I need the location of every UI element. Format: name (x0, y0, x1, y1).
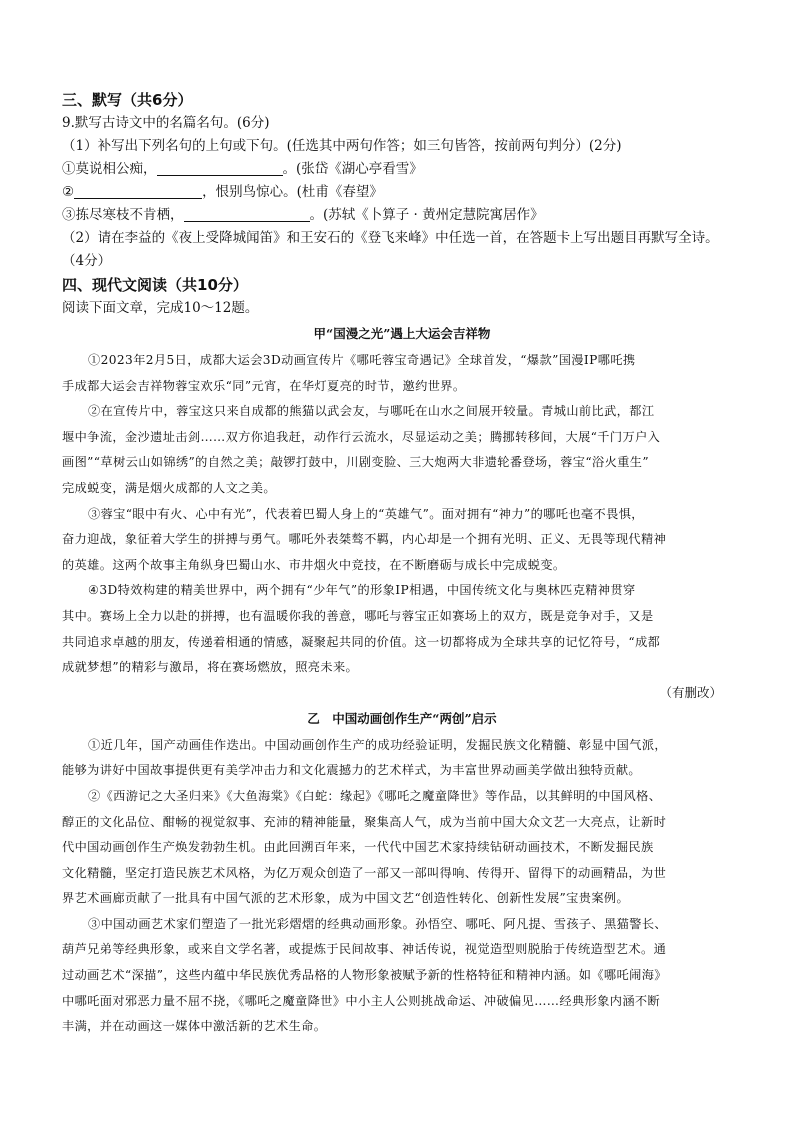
article-b-line: 中哪吒面对邪恶力量不屈不挠，《哪吒之魔童降世》中小主人公则挑战命运、冲破偏见……经典形象内涵不断 (62, 993, 661, 1008)
article-b-line: 丰满，并在动画这一媒体中激活新的艺术生命。 (62, 1019, 327, 1034)
article-a-line: 手成都大运会吉祥物蓉宝欢乐“同”元宵，在华灯夏亮的时节，邀约世界。 (62, 378, 466, 393)
answer-blank-2[interactable] (74, 183, 202, 199)
article-a-line: 其中。赛场上全力以赴的拼搏，也有温暖你我的善意，哪吒与蓉宝正如赛场上的双方，既是竞争对手，又是 (62, 608, 654, 623)
fill-item-3 (62, 204, 742, 227)
fill-item-3-prompt: ③拣尽寒枝不肯栖， (62, 207, 184, 223)
article-b-line: 过动画艺术“深描”，这些内蕴中华民族优秀品格的人物形象被赋予新的性格特征和精神内涵。如《哪吒闹海》 (62, 968, 667, 983)
article-a-line: 堰中争流，金沙遗址击剑……双方你追我赶，动作行云流水，尽显运动之美；腾挪转移间，大展“千门万户入 (62, 429, 661, 444)
fill-item-2-source: ，恨别鸟惊心。(杜甫《春望》 (202, 184, 383, 200)
article-a-line: 奋力迎战，象征着大学生的拼搏与勇气。哪吒外表桀骜不羁，内心却是一个拥有光明、正义、无畏等现代精神 (62, 532, 667, 547)
article-b-body (62, 733, 742, 1040)
article-b-line: 文化精髓，坚定打造民族艺术风格，为亿万观众创造了一部又一部叫得响、传得开、留得下的动画精品，为世 (62, 865, 667, 880)
article-b-title: 乙 中国动画创作生产“两创”启示 (307, 710, 497, 726)
article-a-line: 画图”“草树云山如锦绣”的自然之美；敲锣打鼓中，川剧变脸、三大炮两大非遗轮番登场，蓉宝“浴火重生” (62, 455, 650, 470)
article-b-line: 醇正的文化品位、酣畅的视觉叙事、充沛的精神能量，聚集高人气，成为当前中国大众文艺一大亮点，让新时 (62, 814, 667, 829)
reading-instruction: 阅读下面文章，完成10～12题。 (62, 300, 259, 316)
article-a-body (62, 348, 742, 681)
fill-item-1-prompt: ①莫说相公痴， (62, 161, 157, 177)
question-9: 9.默写古诗文中的名篇名句。(6分) (62, 115, 270, 131)
article-a-line: 完成蜕变，满是烟火成都的人文之美。 (62, 480, 276, 495)
section-3-heading: 三、默写（共6分） (62, 91, 193, 109)
article-a-note: （有删改） (659, 684, 722, 700)
article-a-line: 共同追求卓越的朋友，传递着相通的情感，凝聚起共同的价值。这一切都将成为全球共享的记忆符号，“成都 (62, 634, 661, 649)
article-b-line: 代中国动画创作生产焕发勃勃生机。由此回溯百年来，一代代中国艺术家持续钻研动画技术，不断发掘民族 (62, 840, 654, 855)
article-a-line: ①2023年2月5日，成都大运会3D动画宣传片《哪吒蓉宝奇遇记》全球首发，“爆款”国漫IP哪吒携 (88, 353, 636, 367)
question-9-2-line-2: （4分） (62, 253, 112, 269)
question-9-1: （1）补写出下列名句的上句或下句。(任选其中两句作答；如三句皆答，按前两句判分）(2分) (62, 138, 622, 154)
article-a-line: ③蓉宝“眼中有火、心中有光”，代表着巴蜀人身上的“英雄气”。面对拥有“神力”的哪吒也毫不畏惧， (88, 506, 644, 521)
article-b-line: 能够为讲好中国故事提供更有美学冲击力和文化震撼力的艺术样式，为丰富世界动画美学做出独特贡献。 (62, 763, 642, 778)
question-9-2-line-1: （2）请在李益的《夜上受降城闻笛》和王安石的《登飞来峰》中任选一首，在答题卡上写出题目再默写全诗。 (62, 230, 719, 246)
fill-item-2-prompt: ② (62, 184, 75, 200)
answer-blank-3[interactable] (184, 206, 310, 222)
fill-item-1-source: 。(张岱《湖心亭看雪》 (282, 161, 423, 177)
article-b-line: 界艺术画廊贡献了一批具有中国气派的艺术形象，成为中国文艺“创造性转化、创新性发展”宝贵案例。 (62, 891, 630, 906)
article-a-title: 甲“国漫之光”遇上大运会吉祥物 (313, 326, 491, 341)
article-a-line: 成就梦想”的精彩与激昂，将在赛场燃放，照亮未来。 (62, 660, 359, 675)
answer-blank-1[interactable] (157, 160, 283, 176)
fill-item-3-source: 。(苏轼《卜算子 · 黄州定慧院寓居作》 (309, 207, 544, 223)
article-b-line: ③中国动画艺术家们塑造了一批光彩熠熠的经典动画形象。孙悟空、哪吒、阿凡提、雪孩子、黑猫警长、 (88, 916, 668, 931)
article-a-line: ②在宣传片中，蓉宝这只来自成都的熊猫以武会友，与哪吒在山水之间展开较量。青城山前比武，都江 (88, 404, 655, 419)
exam-page (62, 88, 742, 1040)
article-a-line: 的英雄。这两个故事主角纵身巴蜀山水、市井烟火中竞技，在不断磨砺与成长中完成蜕变。 (62, 557, 566, 572)
article-b-line: 葫芦兄弟等经典形象，或来自文学名著，或提炼于民间故事、神话传说，视觉造型则脱胎于传统造型艺术。通 (62, 942, 667, 957)
article-a-line: ④3D特效构建的精美世界中，两个拥有“少年气”的形象IP相遇，中国传统文化与奥林匹克精神贯穿 (88, 583, 636, 598)
article-b-line: ②《西游记之大圣归来》《大鱼海棠》《白蛇：缘起》《哪吒之魔童降世》等作品，以其鲜明的中国风格、 (88, 788, 662, 803)
fill-item-2 (62, 181, 742, 204)
article-b-line: ①近几年，国产动画佳作迭出。中国动画创作生产的成功经验证明，发掘民族文化精髓、彰显中国气派， (88, 737, 668, 752)
fill-item-1 (62, 158, 742, 181)
section-4-heading: 四、现代文阅读（共10分） (62, 276, 248, 294)
